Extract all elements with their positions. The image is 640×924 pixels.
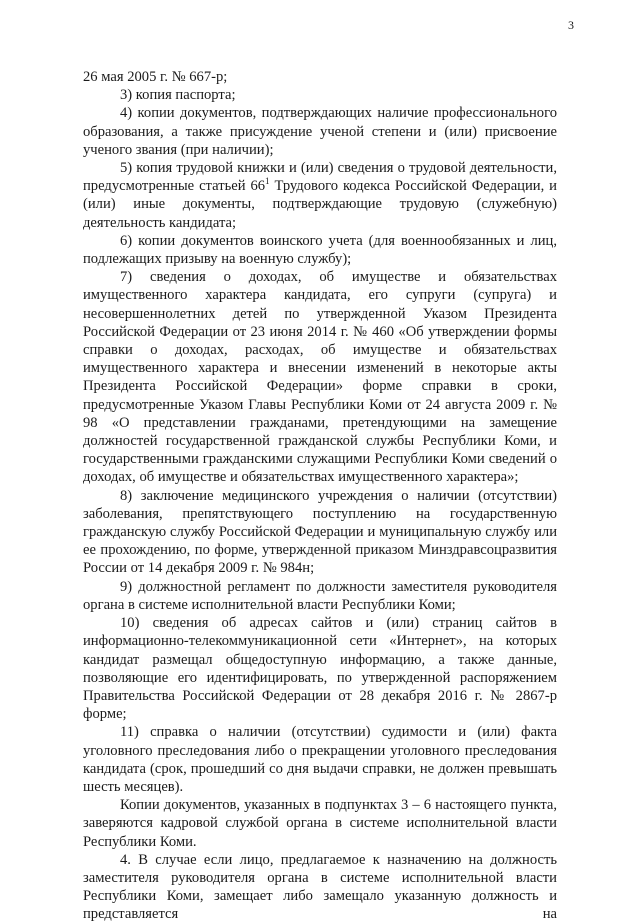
document-body (83, 68, 557, 924)
paragraph-section-4: 4. В случае если лицо, предлагаемое к назначению на должность заместителя руководителя органа в системе исполнительной власти Республики Коми, замещает либо замещало указанную должность и представляется на (83, 851, 557, 923)
list-item-9-job-regulations: 9) должностной регламент по должности заместителя руководителя органа в системе исполнительной власти Республики Коми; (83, 578, 557, 613)
list-item-11-criminal-record: 11) справка о наличии (отсутствии) судимости и (или) факта уголовного преследования либо о прекращении уголовного преследования кандидата (срок, прошедший со дня выдачи справки, не должен превышать шесть месяцев). (83, 724, 557, 795)
page-number: 3 (568, 18, 574, 32)
list-item-5-work-record (83, 159, 557, 232)
list-item-7-income-info: 7) сведения о доходах, об имуществе и обязательствах имущественного характера кандидата, его супруги (супруга) и несовершеннолетних детей по утвержденной Указом Президента Российской Федерации от 23 июня 2014 г. № 460 «Об утверждении формы справки о доходах, расходах, об имуществе и обязательствах имущественного характера и внесении изменений в некоторые акты Президента Российской Федерации» форме справки в сроки, предусмотренные Указом Главы Республики Коми от 24 августа 2009 г. № 98 «О представлении гражданами, претендующими на замещение должностей государственной гражданской службы Республики Коми, и государственными гражданскими служащими Республики Коми сведений о доходах, об имуществе и обязательствах имущественного характера»; (83, 269, 557, 486)
paragraph-copies-certification: Копии документов, указанных в подпунктах 3 – 6 настоящего пункта, заверяются кадровой службой органа в системе исполнительной власти Республики Коми. (83, 797, 557, 850)
list-item-3-passport: 3) копия паспорта; (120, 87, 236, 104)
list-item-4-education: 4) копии документов, подтверждающих наличие профессионального образования, а также присуждение ученой степени и (или) присвоение ученого звания (при наличии); (83, 105, 557, 158)
list-item-10-internet-info: 10) сведения об адресах сайтов и (или) страниц сайтов в информационно-телекоммуникационной сети «Интернет», на которых кандидат размещал общедоступную информацию, а также данные, позволяющие его идентифицировать, по утвержденной распоряжением Правительства Российской Федерации от 28 декабря 2016 г. № 2867-р форме; (83, 615, 557, 723)
list-item-5-text-end: Трудового кодекса Российской Федерации, и (или) иные документы, подтверждающие трудовую (служебную) деятельность кандидата; (83, 178, 557, 231)
list-item-6-military-docs: 6) копии документов воинского учета (для военнообязанных и лиц, подлежащих призыву на военную службу); (83, 232, 557, 268)
list-item-8-medical-conclusion: 8) заключение медицинского учреждения о наличии (отсутствии) заболевания, препятствующего поступлению на государственную гражданскую службу Российской Федерации и муниципальную службу или ее прохождению, по форме, утвержденной приказом Минздравсоцразвития России от 14 декабря 2009 г. № 984н; (83, 487, 557, 577)
list-item-5-text-start: 5) копия трудовой книжки и (или) сведения о трудовой деятельности, предусмотренные статьей 66 (83, 160, 557, 195)
article-superscript: 1 (265, 176, 270, 187)
paragraph-continuation: 26 мая 2005 г. № 667-р; (83, 69, 228, 85)
